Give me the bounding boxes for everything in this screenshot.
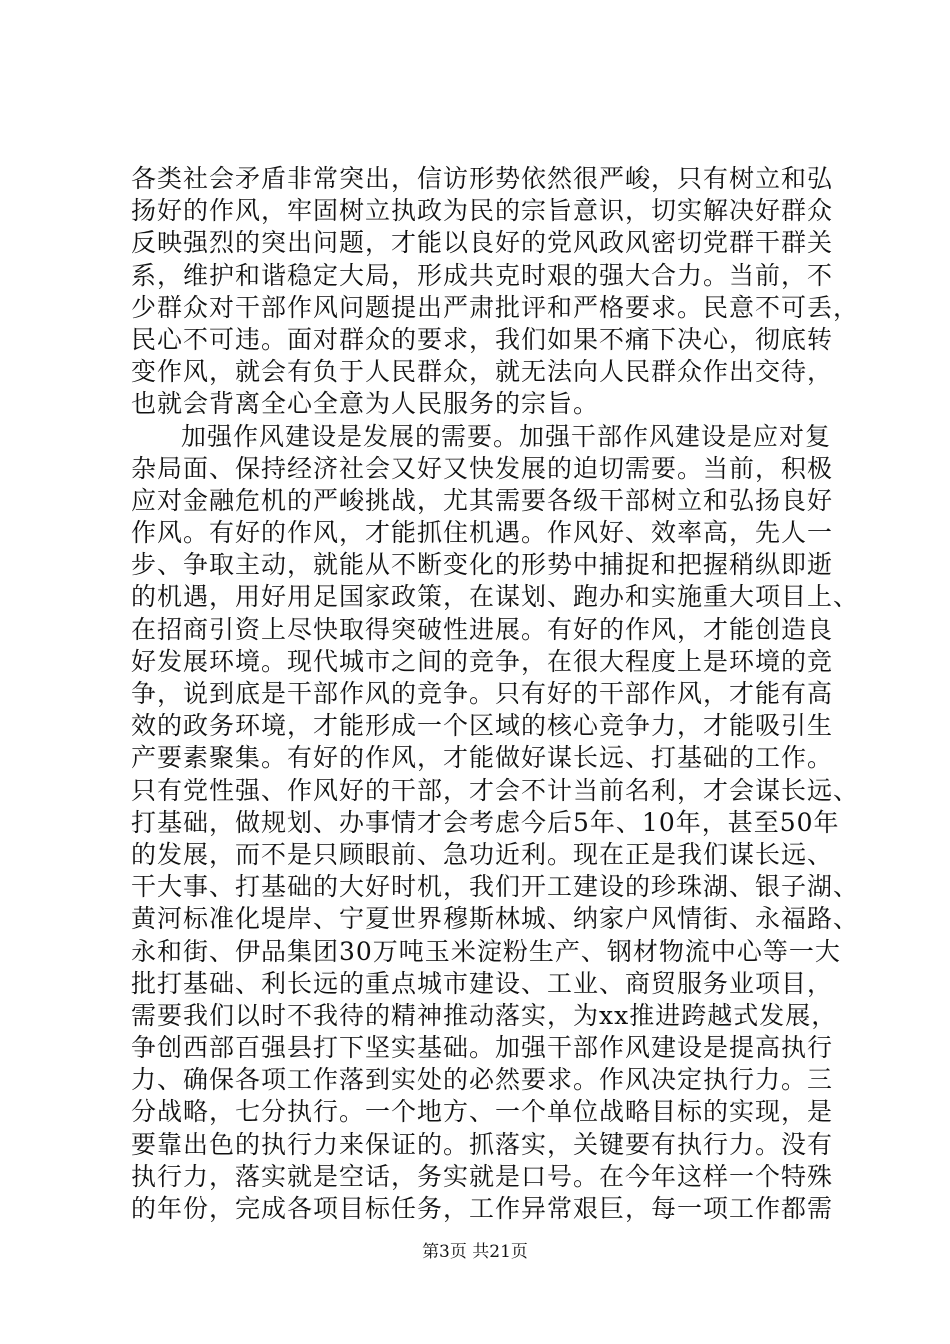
text-line: 永和街、伊品集团30万吨玉米淀粉生产、钢材物流中心等一大 bbox=[131, 936, 841, 966]
text-line: 步、争取主动，就能从不断变化的形势中捕捉和把握稍纵即逝 bbox=[131, 550, 834, 580]
text-line: 系，维护和谐稳定大局，形成共克时艰的强大合力。当前，不 bbox=[131, 260, 834, 290]
text-line: 的机遇，用好用足国家政策，在谋划、跑办和实施重大项目上、 bbox=[131, 582, 860, 612]
text-line: 执行力，落实就是空话，务实就是口号。在今年这样一个特殊 bbox=[131, 1161, 834, 1191]
text-line: 各类社会矛盾非常突出，信访形势依然很严峻，只有树立和弘 bbox=[131, 164, 834, 193]
text-line: 分战略，七分执行。一个地方、一个单位战略目标的实现，是 bbox=[131, 1097, 834, 1127]
text-line: 也就会背离全心全意为人民服务的宗旨。 bbox=[131, 389, 600, 419]
text-line: 作风。有好的作风，才能抓住机遇。作风好、效率高，先人一 bbox=[131, 518, 834, 548]
text-line: 在招商引资上尽快取得突破性进展。有好的作风，才能创造良 bbox=[131, 614, 834, 644]
text-line: 反映强烈的突出问题，才能以良好的党风政风密切党群干群关 bbox=[131, 228, 834, 258]
text-line: 批打基础、利长远的重点城市建设、工业、商贸服务业项目， bbox=[131, 968, 834, 998]
text-line: 扬好的作风，牢固树立执政为民的宗旨意识，切实解决好群众 bbox=[131, 196, 834, 226]
text-line: 黄河标准化堤岸、宁夏世界穆斯林城、纳家户风情街、永福路、 bbox=[131, 904, 860, 934]
text-line: 少群众对干部作风问题提出严肃批评和严格要求。民意不可丢， bbox=[131, 292, 860, 322]
text-line: 打基础，做规划、办事情才会考虑今后5年、10年，甚至50年 bbox=[131, 807, 840, 837]
text-line: 民心不可违。面对群众的要求，我们如果不痛下决心，彻底转 bbox=[131, 324, 834, 354]
text-line: 杂局面、保持经济社会又好又快发展的迫切需要。当前，积极 bbox=[131, 453, 834, 483]
page-footer: 第3页 共21页 bbox=[422, 1242, 528, 1262]
text-line: 需要我们以时不我待的精神推动落实，为xx推进跨越式发展， bbox=[131, 1000, 838, 1030]
text-line: 争，说到底是干部作风的竞争。只有好的干部作风，才能有高 bbox=[131, 679, 834, 708]
body-text bbox=[131, 163, 860, 1225]
text-line: 争创西部百强县打下坚实基础。加强干部作风建设是提高执行 bbox=[131, 1033, 834, 1063]
text-line: 好发展环境。现代城市之间的竞争，在很大程度上是环境的竞 bbox=[131, 646, 834, 676]
text-line: 加强作风建设是发展的需要。加强干部作风建设是应对复 bbox=[181, 421, 832, 451]
text-line: 应对金融危机的严峻挑战，尤其需要各级干部树立和弘扬良好 bbox=[131, 485, 834, 515]
text-line: 只有党性强、作风好的干部，才会不计当前名利，才会谋长远、 bbox=[131, 775, 860, 805]
text-line: 的年份，完成各项目标任务，工作异常艰巨，每一项工作都需 bbox=[131, 1194, 834, 1223]
text-line: 效的政务环境，才能形成一个区域的核心竞争力，才能吸引生 bbox=[131, 711, 834, 741]
text-line: 变作风，就会有负于人民群众，就无法向人民群众作出交待， bbox=[131, 357, 834, 387]
text-line: 干大事、打基础的大好时机，我们开工建设的珍珠湖、银子湖、 bbox=[131, 872, 860, 902]
text-line: 产要素聚集。有好的作风，才能做好谋长远、打基础的工作。 bbox=[131, 743, 834, 773]
text-line: 的发展，而不是只顾眼前、急功近利。现在正是我们谋长远、 bbox=[131, 839, 834, 869]
text-line: 力、确保各项工作落到实处的必然要求。作风决定执行力。三 bbox=[131, 1065, 834, 1095]
text-line: 要靠出色的执行力来保证的。抓落实，关键要有执行力。没有 bbox=[131, 1129, 834, 1159]
